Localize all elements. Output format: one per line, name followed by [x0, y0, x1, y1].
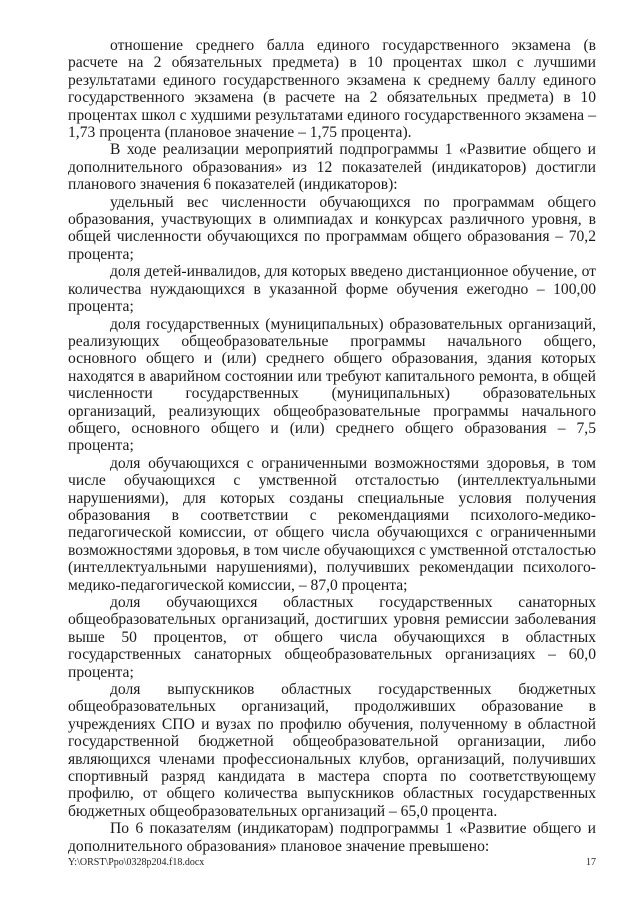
paragraph-exam-ratio: отношение среднего балла единого государственного экзамена (в расчете на 2 обязательных предмета) в 10 процентах школ с лучшими результатами единого государственного экзамена к среднему баллу единого государственного экзамена (в расчете на 2 обязательных предмета) в 10 процентах школ с худшими результатами единого государственного экзамена – 1,73 процента (плановое значение – 1,75 процента).: [68, 37, 596, 142]
paragraph-emergency-buildings: доля государственных (муниципальных) образовательных организаций, реализующих общеобразовательные программы начального общего, основного общего и (или) среднего общего образования, здания которых находятся в аварийном состоянии или требуют капитального ремонта, в общей численности государственных (муниципальных) образовательных организаций, реализующих общеобразовательные программы начального общего, основного общего и (или) среднего общего образования – 7,5 процента;: [68, 315, 596, 455]
document-page: [68, 37, 596, 855]
paragraph-exceeded-intro: По 6 показателям (индикаторам) подпрограммы 1 «Развитие общего и дополнительного образования» плановое значение превышено:: [68, 820, 596, 855]
footer-file-path: Y:\ORST\Ppo\0328p204.f18.docx: [68, 857, 205, 868]
paragraph-subprogram-intro: В ходе реализации мероприятий подпрограммы 1 «Развитие общего и дополнительного образования» из 12 показателей (индикаторов) достигли планового значения 6 показателей (индикаторов):: [68, 141, 596, 194]
page-footer: [68, 856, 596, 870]
paragraph-graduates-continuing: доля выпускников областных государственных бюджетных общеобразовательных организаций, продолживших образование в учреждениях СПО и вузах по профилю обучения, полученному в областной государственной бюджетной общеобразовательной организации, либо являющихся членами профессиональных клубов, организаций, получивших спортивный разряд кандидата в мастера спорта по соответствующему профилю, от общего количества выпускников областных государственных бюджетных общеобразовательных организаций – 65,0 процента.: [68, 681, 596, 820]
paragraph-special-conditions: доля обучающихся с ограниченными возможностями здоровья, в том числе обучающихся с умственной отсталостью (интеллектуальными нарушениями), для которых созданы специальные условия получения образования в соответствии с рекомендациями психолого-медико-педагогической комиссии, от общего числа обучающихся с ограниченными возможностями здоровья, в том числе обучающихся с умственной отсталостью (интеллектуальными нарушениями), получивших рекомендации психолого-медико-педагогической комиссии, – 87,0 процента;: [68, 454, 596, 594]
paragraph-disabled-children: доля детей-инвалидов, для которых введено дистанционное обучение, от количества нуждающихся в указанной форме обучения ежегодно – 100,00 процента;: [68, 263, 596, 316]
paragraph-sanatorium-remission: доля обучающихся областных государственных санаторных общеобразовательных организаций, достигших уровня ремиссии заболевания выше 50 процентов, от общего числа обучающихся в областных государственных санаторных общеобразовательных организациях – 60,0 процента;: [68, 594, 596, 681]
paragraph-olympiad-share: удельный вес численности обучающихся по программам общего образования, участвующих в олимпиадах и конкурсах различного уровня, в общей численности обучающихся по программам общего образования – 70,2 процента;: [68, 193, 596, 263]
footer-page-number: 17: [586, 857, 596, 868]
